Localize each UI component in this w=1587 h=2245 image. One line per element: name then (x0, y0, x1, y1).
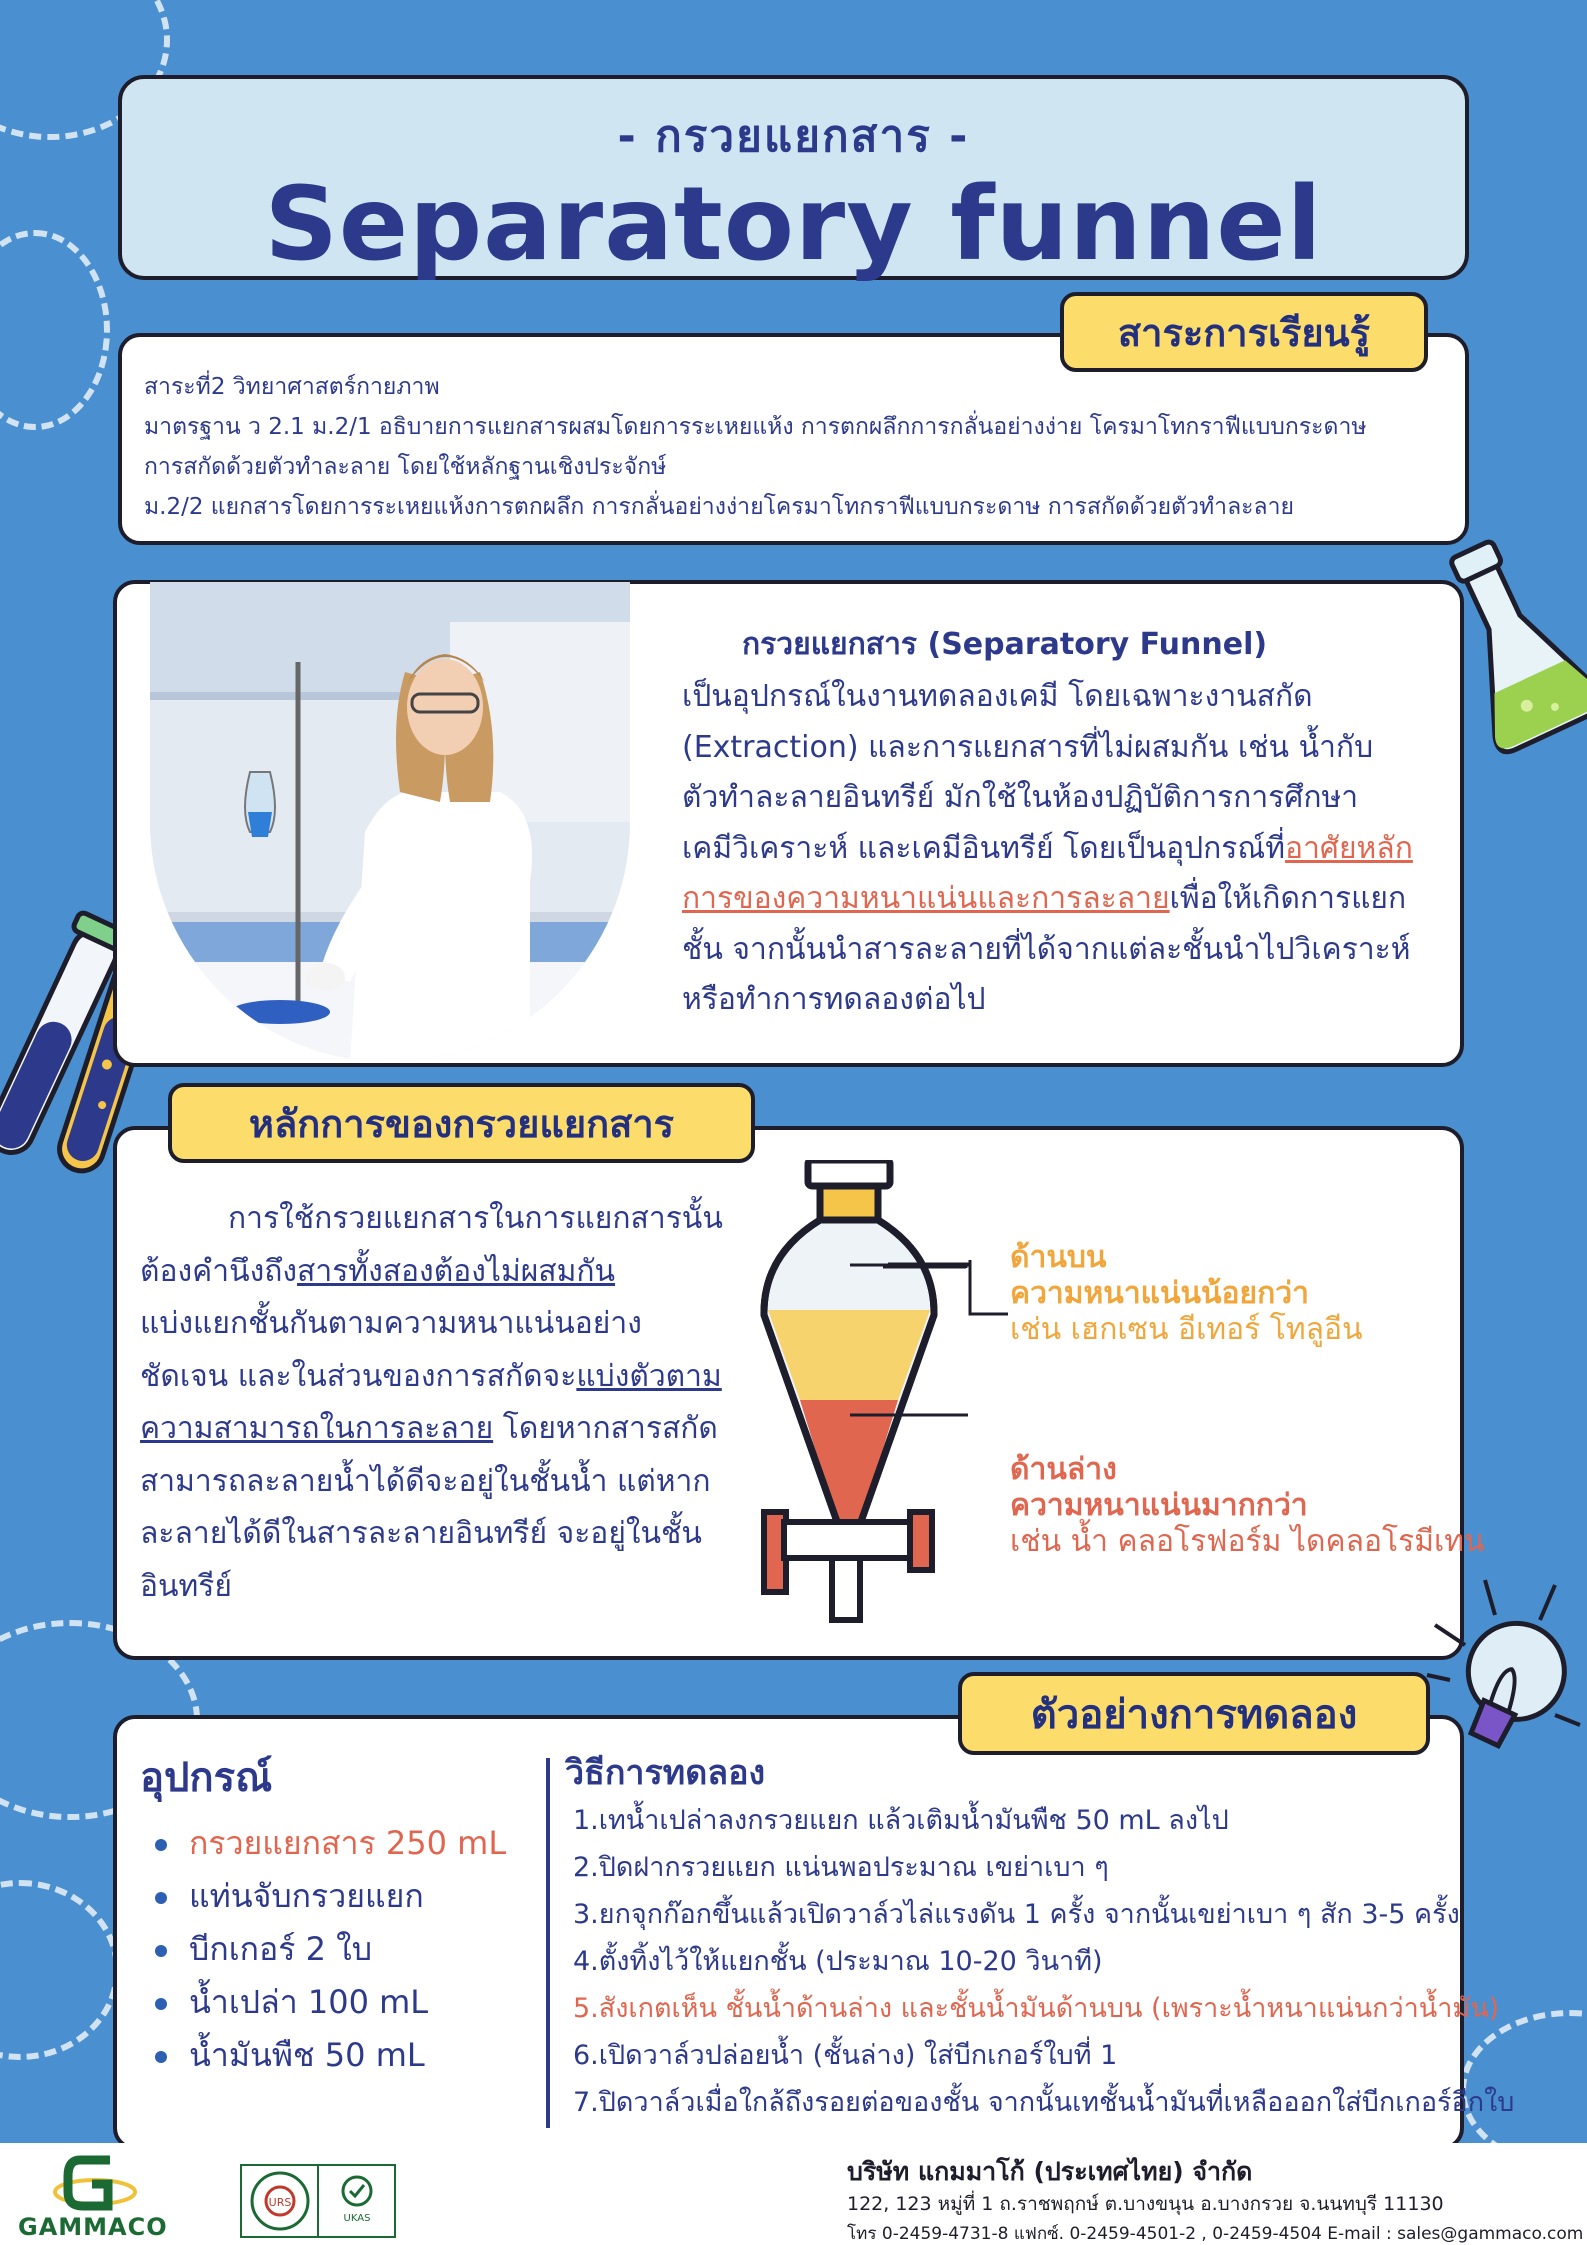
principle-line-part: โดยหากสารสกัด (493, 1411, 718, 1446)
principle-tag: หลักการของกรวยแยกสาร (168, 1083, 755, 1163)
bullet-icon (155, 1892, 167, 1904)
title-banner (118, 75, 1469, 284)
step-item: 2.ปิดฝากรวยแยก แน่นพอประมาณ เขย่าเบา ๆ (573, 1852, 1109, 1883)
intro-line-part: เคมีวิเคราะห์ และเคมีอินทรีย์ โดยเป็นอุปกรณ์ที่ (682, 830, 1286, 866)
intro-line-part: เพื่อให้เกิดการแยก (1169, 881, 1407, 916)
ukas-text: UKAS (343, 2213, 370, 2224)
steps-title: วิธีการทดลอง (565, 1753, 766, 1793)
list-item (155, 1870, 506, 1923)
equipment-item: กรวยแยกสาร 250 mL (189, 1824, 507, 1862)
intro-line: (Extraction) และการแยกสารที่ไม่ผสมกัน เช่น น้ำกับ (682, 729, 1374, 765)
decorative-dashes (0, 1880, 120, 2060)
intro-line: หรือทำการทดลองต่อไป (682, 982, 986, 1017)
step-item: 6.เปิดวาล์วปล่อยน้ำ (ชั้นล่าง) ใส่บีกเกอร์ใบที่ 1 (573, 2040, 1118, 2071)
intro-highlight: การของความหนาแน่นและการละลาย (682, 881, 1170, 916)
principle-line-part: ต้องคำนึงถึง (140, 1253, 298, 1289)
top-layer-label (1010, 1240, 1363, 1348)
bottom-layer-example: เช่น น้ำ คลอโรฟอร์ม ไดคลอโรมีเทน (1010, 1524, 1485, 1559)
principle-line: การใช้กรวยแยกสารในการแยกสารนั้น (228, 1201, 723, 1236)
equipment-list (155, 1817, 506, 2082)
certification-badges (240, 2164, 396, 2238)
principle-underline: แบ่งตัวตาม (576, 1358, 722, 1394)
gammaco-logo-icon (50, 2152, 140, 2216)
bullet-icon (155, 1998, 167, 2010)
urs-badge (242, 2166, 319, 2236)
bottom-layer-title: ด้านล่าง (1010, 1452, 1117, 1487)
top-layer-density: ความหนาแน่นน้อยกว่า (1010, 1276, 1309, 1311)
company-logo: GAMMACO (18, 2213, 168, 2241)
experiment-tag: ตัวอย่างการทดลอง (958, 1672, 1430, 1755)
equipment-title: อุปกรณ์ (140, 1755, 273, 1801)
principle-line: ละลายได้ดีในสารละลายอินทรีย์ จะอยู่ในชั้น (140, 1516, 702, 1551)
urs-text: URS (268, 2196, 291, 2209)
decorative-dashes (0, 230, 110, 430)
intro-line: ชั้น จากนั้นนำสารละลายที่ได้จากแต่ละชั้นนำไปวิเคราะห์ (682, 931, 1411, 967)
principle-line (140, 1246, 740, 1299)
ukas-badge (319, 2166, 394, 2236)
principle-line: แบ่งแยกชั้นกันตามความหนาแน่นอย่าง (140, 1306, 642, 1341)
bullet-icon (155, 1945, 167, 1957)
steps-list (573, 1797, 1514, 2126)
intro-text (682, 618, 1422, 1026)
top-layer-title: ด้านบน (1010, 1240, 1107, 1275)
list-item (155, 2029, 506, 2082)
scientist-photo (150, 582, 630, 1062)
step-item: 4.ตั้งทิ้งไว้ให้แยกชั้น (ประมาณ 10-20 วินาที) (573, 1946, 1103, 1977)
page-title: Separatory funnel (264, 165, 1323, 284)
principle-line (140, 1403, 740, 1456)
intro-line (682, 874, 1422, 925)
leader-lines (888, 1262, 1018, 1482)
equipment-item: น้ำเปล่า 100 mL (189, 1983, 429, 2021)
step-item: 7.ปิดวาล์วเมื่อใกล้ถึงรอยต่อของชั้น จากนั้นเทชั้นน้ำมันที่เหลือออกใส่บีกเกอร์อีกใบ (573, 2087, 1515, 2118)
principle-line: อินทรีย์ (140, 1568, 232, 1604)
list-item (155, 1976, 506, 2029)
principle-line-part: ชัดเจน และในส่วนของการสกัดจะ (140, 1358, 577, 1394)
learning-line: การสกัดด้วยตัวทำละลาย โดยใช้หลักฐานเชิงประจักษ์ (144, 454, 667, 480)
learning-line: ม.2/2 แยกสารโดยการระเหยแห้งการตกผลึก การกลั่นอย่างง่ายโครมาโทกราฟีแบบกระดาษ การสกัดด้วยตัวทำละลาย (144, 494, 1294, 520)
intro-highlight: อาศัยหลัก (1285, 830, 1413, 866)
intro-line (682, 824, 1422, 875)
company-name: บริษัท แกมมาโก้ (ประเทศไทย) จำกัด (847, 2157, 1253, 2186)
company-contact: โทร 0-2459-4731-8 แฟกซ์. 0-2459-4501-2 , 0-2459-4504 E-mail : sales@gammaco.com (847, 2224, 1584, 2244)
learning-line: สาระที่2 วิทยาศาสตร์กายภาพ (144, 374, 440, 400)
list-item (155, 1923, 506, 1976)
equipment-item: น้ำมันพืช 50 mL (189, 2036, 425, 2074)
principle-text (140, 1193, 740, 1613)
learning-line: มาตรฐาน ว 2.1 ม.2/1 อธิบายการแยกสารผสมโดยการระเหยแห้ง การตกผลึกการกลั่นอย่างง่าย โครมาโทกราฟีแบบกระดาษ (144, 414, 1367, 440)
bottom-layer-density: ความหนาแน่นมากกว่า (1010, 1488, 1308, 1523)
learning-tag: สาระการเรียนรู้ (1060, 292, 1428, 372)
company-address: 122, 123 หมู่ที่ 1 ถ.ราชพฤกษ์ ต.บางขนุน อ.บางกรวย จ.นนทบุรี 11130 (847, 2193, 1444, 2215)
intro-line: เป็นอุปกรณ์ในงานทดลองเคมี โดยเฉพาะงานสกัด (682, 679, 1313, 714)
principle-line: สามารถละลายน้ำได้ดีจะอยู่ในชั้นน้ำ แต่หาก (140, 1463, 711, 1499)
bullet-icon (155, 2051, 167, 2063)
bullet-icon (155, 1839, 167, 1851)
principle-line (140, 1351, 740, 1404)
equipment-item: แท่นจับกรวยแยก (189, 1877, 424, 1915)
step-item: 5.สังเกตเห็น ชั้นน้ำด้านล่าง และชั้นน้ำมันด้านบน (เพราะน้ำหนาแน่นกว่าน้ำมัน) (573, 1993, 1500, 2024)
step-item: 3.ยกจุกก๊อกขึ้นแล้วเปิดวาล์วไล่แรงดัน 1 ครั้ง จากนั้นเขย่าเบา ๆ สัก 3-5 ครั้ง (573, 1899, 1460, 1930)
principle-underline: สารทั้งสองต้องไม่ผสมกัน (297, 1253, 616, 1289)
list-item (155, 1817, 506, 1870)
step-item: 1.เทน้ำเปล่าลงกรวยแยก แล้วเติมน้ำมันพืช 50 mL ลงไป (573, 1805, 1229, 1836)
top-layer-example: เช่น เฮกเซน อีเทอร์ โทลูอีน (1010, 1312, 1363, 1347)
bottom-layer-label (1010, 1452, 1485, 1560)
intro-heading: กรวยแยกสาร (Separatory Funnel) (742, 627, 1268, 662)
equipment-item: บีกเกอร์ 2 ใบ (189, 1930, 373, 1968)
principle-underline: ความสามารถในการละลาย (140, 1411, 494, 1446)
intro-line: ตัวทำละลายอินทรีย์ มักใช้ในห้องปฏิบัติการการศึกษา (682, 780, 1359, 815)
column-divider (546, 1758, 550, 2128)
page-subtitle: - กรวยแยกสาร - (617, 111, 970, 162)
